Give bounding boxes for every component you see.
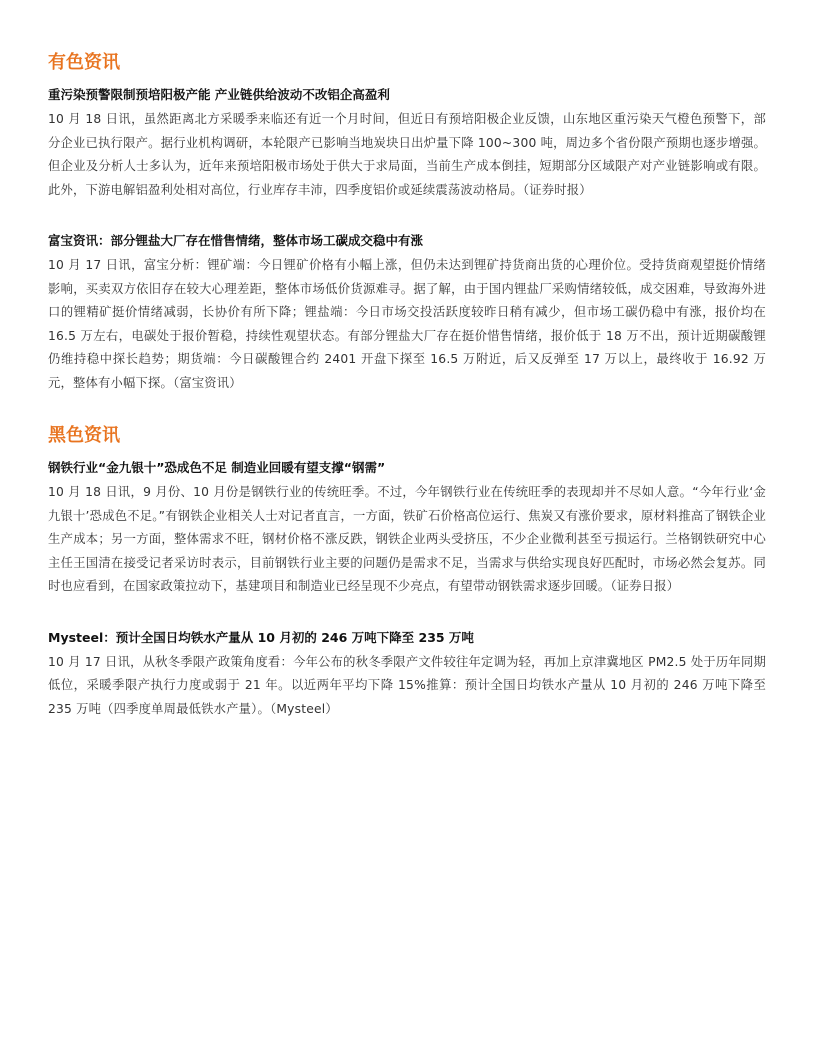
article-headline: 富宝资讯：部分锂盐大厂存在惜售情绪，整体市场工碳成交稳中有涨 — [48, 233, 424, 248]
article-item — [48, 230, 766, 395]
article-body: 10 月 18 日讯，虽然距离北方采暖季来临还有近一个月时间，但近日有预培阳极企业反馈，山东地区重污染天气橙色预警下，部分企业已执行限产。据行业机构调研，本轮限产已影响当地炭块日出炉量下降 100~300 吨，周边多个省份限产预期也逐步增强。但企业及分析人士多认为，近年来预培阳极市场处于供大于求局面，当前生产成本倒挂，短期部分区域限产对产业链影响或有限。此外，下游电解铝盈利处相对高位，行业库存丰沛，四季度铝价或延续震荡波动格局。（证券时报） — [48, 112, 766, 197]
article-item — [48, 84, 766, 202]
section-title-ferrous: 黑色资讯 — [48, 425, 120, 446]
article-body: 10 月 17 日讯，富宝分析：锂矿端：今日锂矿价格有小幅上涨，但仍未达到锂矿持货商出货的心理价位。受持货商观望挺价情绪影响，买卖双方依旧存在较大心理差距，整体市场低价货源难寻。据了解，由于国内锂盐厂采购情绪较低，成交困难，导致海外进口的锂精矿挺价情绪减弱，长协价有所下降；锂盐端：今日市场交投活跃度较昨日稍有减少，但市场工碳仍稳中有涨，报价均在 16.5 万左右，电碳处于报价暂稳，持续性观望状态。有部分锂盐大厂存在挺价惜售情绪，报价低于 18 万不出，预计近期碳酸锂仍维持稳中探长趋势；期货端：今日碳酸锂合约 2401 开盘下探至 16.5 万附近，后又反弹至 17 万以上，最终收于 16.92 万元，整体有小幅下探。（富宝资讯） — [48, 258, 766, 390]
article-headline: Mysteel：预计全国日均铁水产量从 10 月初的 246 万吨下降至 235 万吨 — [48, 629, 474, 645]
section-title-nonferrous: 有色资讯 — [48, 52, 120, 73]
article-headline: 重污染预警限制预培阳极产能 产业链供给波动不改铝企高盈利 — [48, 87, 390, 102]
news-page — [48, 50, 766, 749]
article-body: 10 月 18 日讯，9 月份、10 月份是钢铁行业的传统旺季。不过，今年钢铁行业在传统旺季的表现却并不尽如人意。“今年行业‘金九银十’恐成色不足。”有钢铁企业相关人士对记者直言，一方面，铁矿石价格高位运行、焦炭又有涨价要求，原材料推高了钢铁企业生产成本；另一方面，整体需求不旺，钢材价格不涨反跌，钢铁企业两头受挤压，不少企业微利甚至亏损运行。兰格钢铁研究中心主任王国清在接受记者采访时表示，目前钢铁行业主要的问题仍是需求不足，当需求与供给实现良好匹配时，市场必然会复苏。同时也应看到，在国家政策拉动下，基建项目和制造业已经呈现不少亮点，有望带动钢铁需求逐步回暖。（证券日报） — [48, 485, 766, 593]
article-body: 10 月 17 日讯，从秋冬季限产政策角度看：今年公布的秋冬季限产文件较往年定调为轻，再加上京津冀地区 PM2.5 处于历年同期低位，采暖季限产执行力度或弱于 21 年。以近两年平均下降 15%推算：预计全国日均铁水产量从 10 月初的 246 万吨下降至 235 万吨（四季度单周最低铁水产量）。（Mysteel） — [48, 654, 766, 716]
article-item — [48, 627, 766, 722]
article-headline: 钢铁行业“金九银十”恐成色不足 制造业回暖有望支撑“钢需” — [48, 460, 386, 475]
article-item — [48, 457, 766, 599]
